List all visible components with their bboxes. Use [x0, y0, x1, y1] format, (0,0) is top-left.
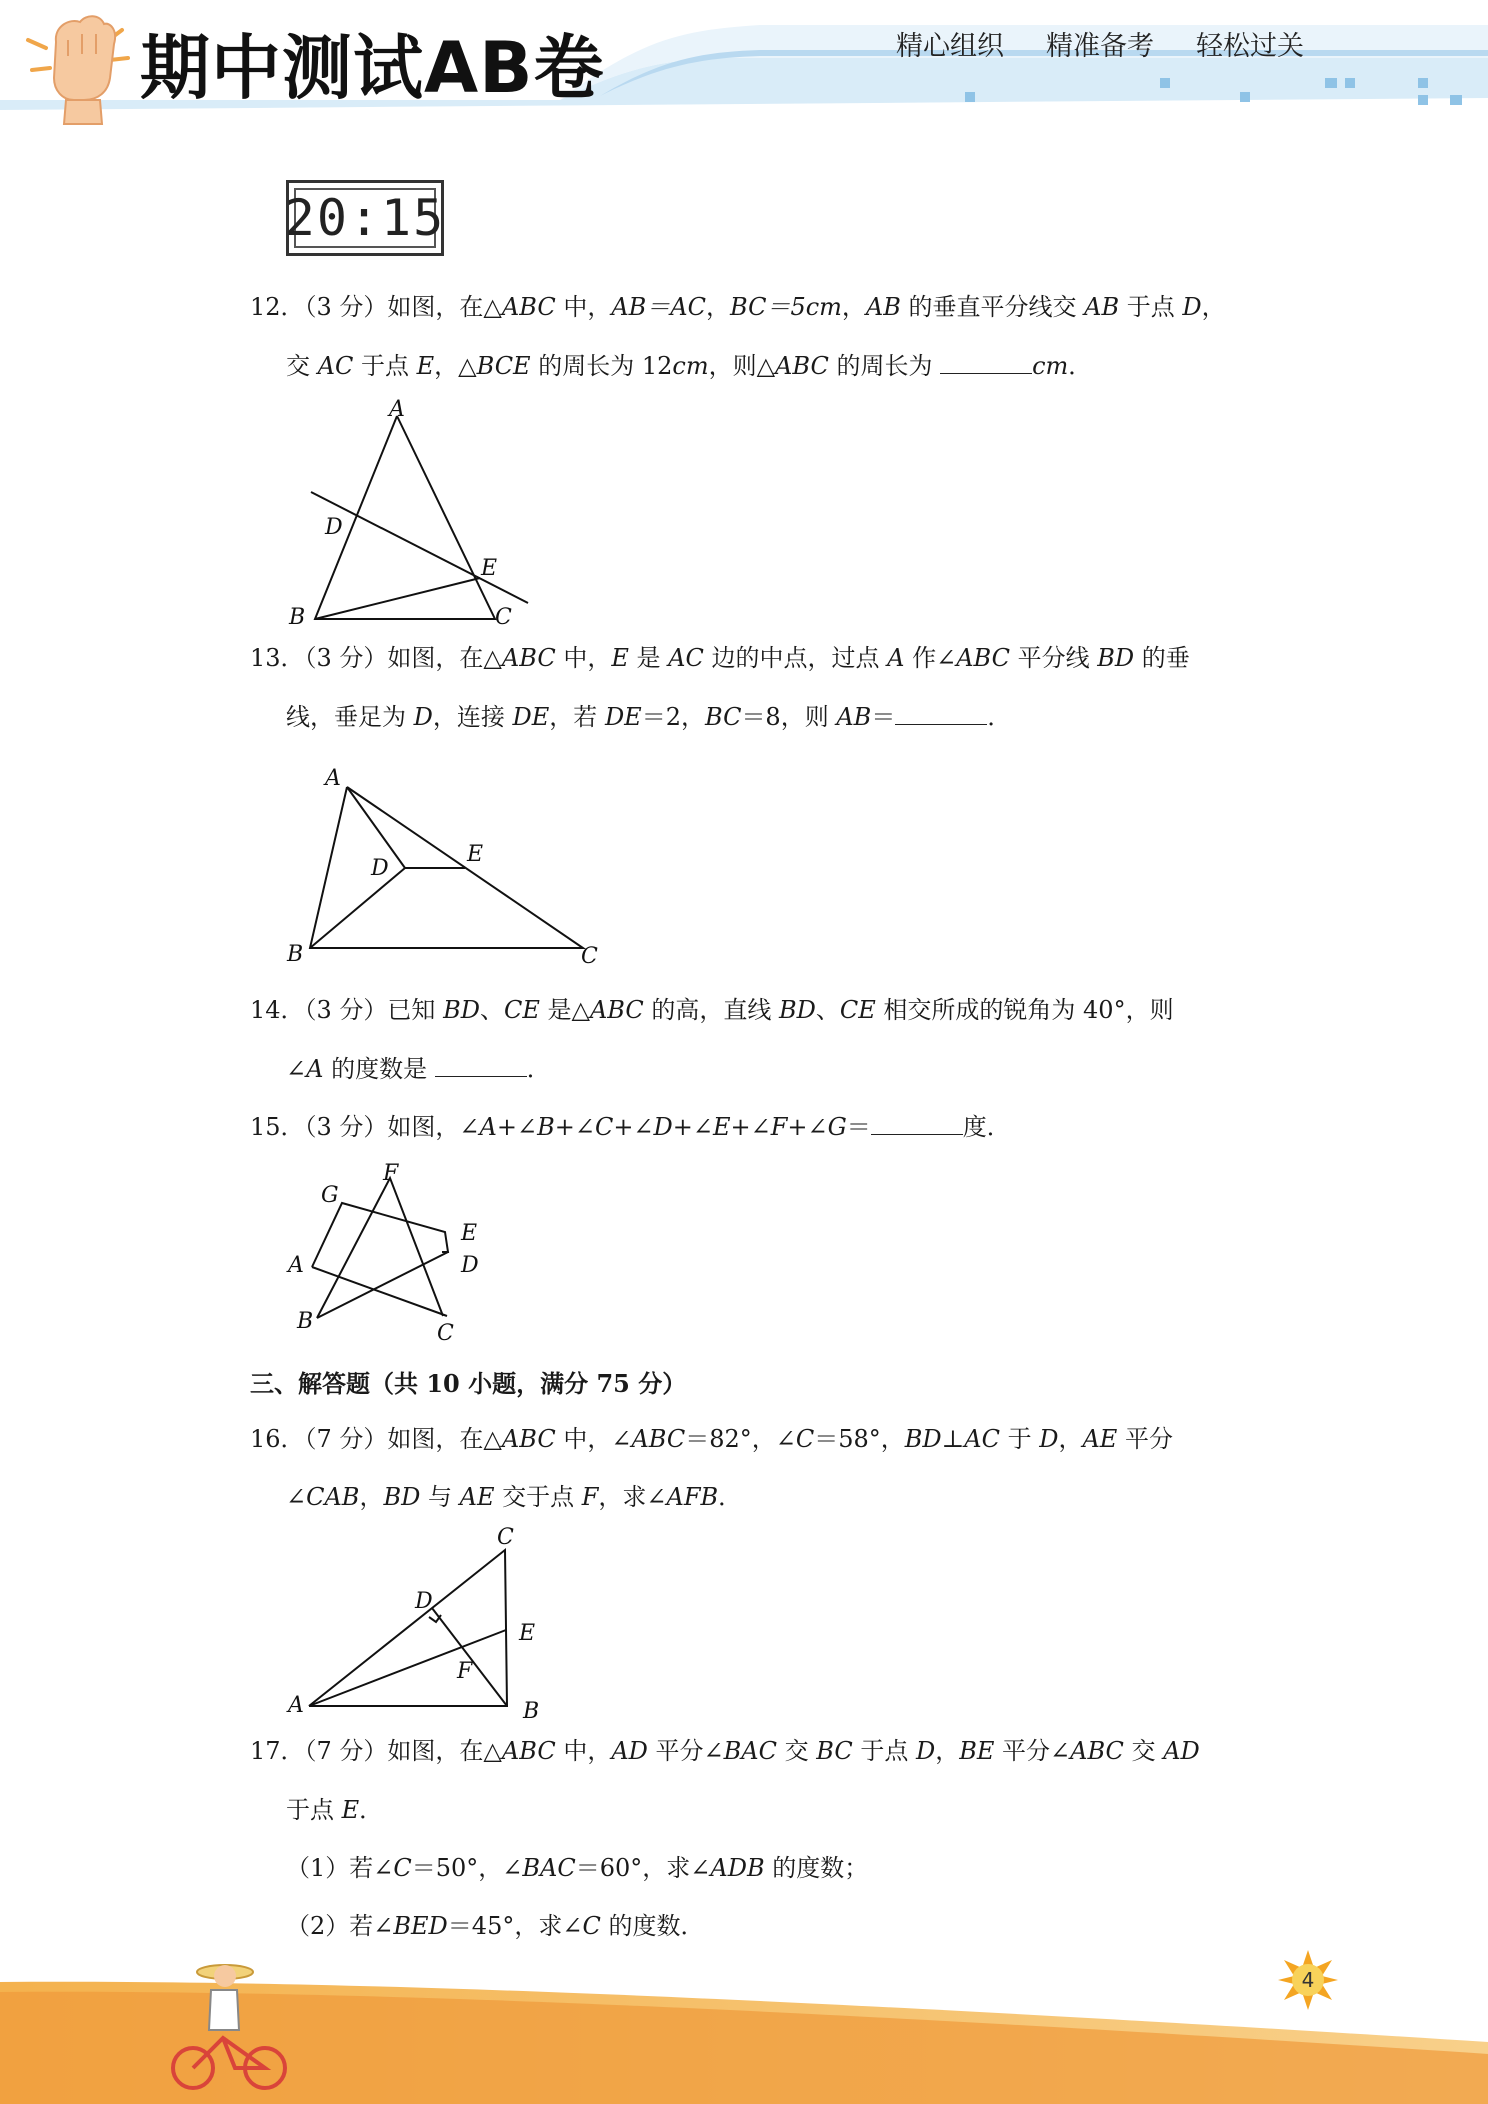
q12-answer-blank[interactable]	[940, 351, 1032, 374]
q17-line1: 17．（7 分）如图，在△ABC 中，AD 平分∠BAC 交 BC 于点 D，BE 平分∠ABC 交 AD	[250, 1737, 1200, 1765]
q15-label-c: C	[437, 1321, 454, 1345]
clock-time: 20:15	[284, 189, 446, 247]
q17-line2: 于点 E．	[286, 1796, 384, 1824]
clock-image	[286, 180, 444, 256]
q15-label-f: F	[383, 1161, 399, 1186]
q12-figure	[285, 392, 545, 632]
page-number: 4	[1301, 1968, 1315, 1992]
q12-label-d: D	[325, 515, 343, 540]
slogan-2: 精准备考	[1046, 31, 1154, 62]
q15-label-d: D	[461, 1253, 479, 1278]
fist-icon	[10, 0, 140, 125]
slogan-1: 精心组织	[896, 31, 1004, 62]
q17-sub1: （1）若∠C＝50°，∠BAC＝60°，求∠ADB 的度数；	[286, 1854, 869, 1882]
q12-label-e: E	[481, 556, 498, 581]
cyclist-icon	[165, 1950, 295, 2100]
q16-label-f: F	[457, 1659, 473, 1684]
q13-line2: 线，垂足为 D，连接 DE，若 DE＝2，BC＝8，则 AB＝ ．	[286, 703, 1012, 731]
q14-line2: ∠A 的度数是 ．	[286, 1055, 551, 1083]
q15-line1: 15．（3 分）如图，∠A+∠B+∠C+∠D+∠E+∠F+∠G＝ 度．	[250, 1113, 1011, 1141]
q15-label-g: G	[321, 1183, 339, 1208]
q16-label-a: A	[288, 1693, 304, 1718]
q16-label-c: C	[497, 1525, 514, 1550]
q16-label-b: B	[523, 1699, 540, 1722]
q13-answer-blank[interactable]	[895, 702, 987, 725]
q13-label-b: B	[287, 942, 304, 967]
page-number-badge	[1278, 1950, 1338, 2010]
q15-label-a: A	[288, 1253, 304, 1278]
q15-label-b: B	[297, 1309, 314, 1334]
q13-label-c: C	[581, 944, 598, 969]
q12-label-c: C	[495, 605, 512, 630]
q16-line1: 16．（7 分）如图，在△ABC 中，∠ABC＝82°，∠C＝58°，BD⊥AC 于 D，AE 平分	[250, 1425, 1173, 1453]
q16-label-e: E	[519, 1621, 536, 1646]
q14-line1: 14．（3 分）已知 BD、CE 是△ABC 的高，直线 BD、CE 相交所成的锐角为 40°，则	[250, 996, 1174, 1024]
q15-label-e: E	[461, 1221, 478, 1246]
q16-figure	[285, 1522, 555, 1722]
q13-figure	[285, 755, 615, 975]
q16-label-d: D	[415, 1589, 433, 1614]
q12-label-a: A	[389, 397, 405, 422]
header-title: 期中测试AB卷	[140, 27, 605, 109]
q13-label-a: A	[325, 766, 341, 791]
header	[0, 0, 1488, 130]
section-3-title: 三、解答题（共 10 小题，满分 75 分）	[250, 1369, 687, 1398]
q14-answer-blank[interactable]	[435, 1054, 527, 1077]
q13-label-e: E	[467, 842, 484, 867]
q15-answer-blank[interactable]	[871, 1112, 963, 1135]
q12-line1: 12．（3 分）如图，在△ABC 中，AB＝AC，BC＝5cm，AB 的垂直平分线交 AB 于点 D，	[250, 293, 1226, 321]
q13-label-d: D	[371, 856, 389, 881]
q17-sub2: （2）若∠BED＝45°，求∠C 的度数．	[286, 1912, 705, 1940]
q12-label-b: B	[289, 605, 306, 630]
slogan-3: 轻松过关	[1196, 31, 1304, 62]
q13-line1: 13．（3 分）如图，在△ABC 中，E 是 AC 边的中点，过点 A 作∠ABC 平分线 BD 的垂	[250, 644, 1190, 672]
q16-line2: ∠CAB，BD 与 AE 交于点 F，求∠AFB．	[286, 1483, 743, 1511]
q15-figure	[285, 1160, 505, 1345]
q12-line2: 交 AC 于点 E，△BCE 的周长为 12cm，则△ABC 的周长为 cm．	[286, 352, 1093, 380]
